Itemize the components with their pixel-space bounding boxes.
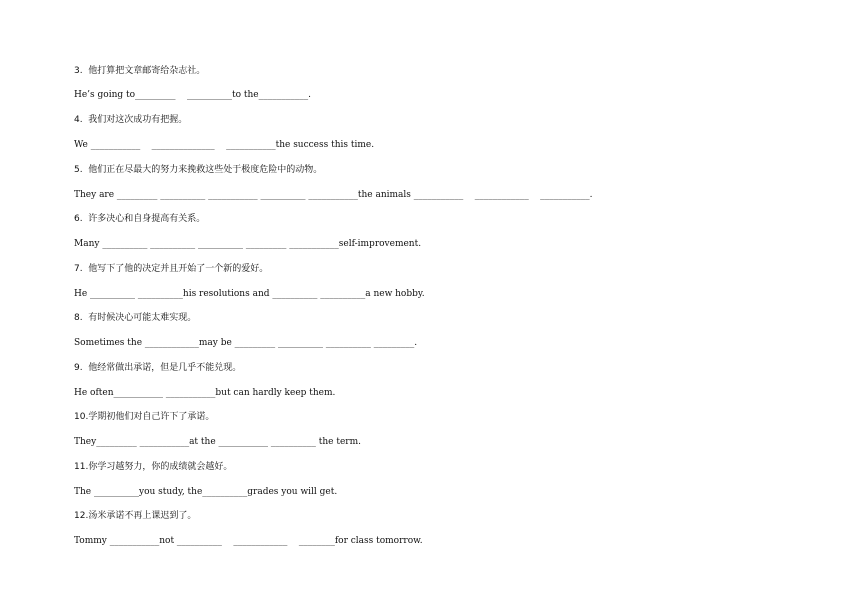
question-3-answer: He’s going to_________ __________to the___________. bbox=[74, 90, 311, 100]
question-8-answer: Sometimes the ____________may be _________ __________ __________ _________. bbox=[74, 338, 418, 348]
question-11-prompt: 11.你学习越努力，你的成绩就会越好。 bbox=[74, 462, 233, 472]
question-7-prompt: 7. 他写下了他的决定并且开始了一个新的爱好。 bbox=[74, 264, 269, 274]
question-4-answer: We ___________ ______________ ___________the success this time. bbox=[74, 140, 375, 150]
question-6-prompt: 6. 许多决心和自身提高有关系。 bbox=[74, 214, 206, 224]
question-9-answer: He often___________ ___________but can hardly keep them. bbox=[74, 388, 336, 398]
question-10-prompt: 10.学期初他们对自己许下了承诺。 bbox=[74, 412, 215, 422]
question-8-prompt: 8. 有时候决心可能太难实现。 bbox=[74, 313, 197, 323]
question-5-answer: They are _________ __________ ___________ __________ ___________the animals ___________ ____________ ___________. bbox=[74, 190, 593, 200]
question-9-prompt: 9. 他经常做出承诺，但是几乎不能兑现。 bbox=[74, 363, 242, 373]
question-11-answer: The __________you study, the__________grades you will get. bbox=[74, 487, 338, 497]
question-6-answer: Many __________ __________ __________ _________ ___________self-improvement. bbox=[74, 239, 422, 249]
question-7-answer: He __________ __________his resolutions and __________ __________a new hobby. bbox=[74, 289, 425, 299]
question-5-prompt: 5. 他们正在尽最大的努力来挽救这些处于极度危险中的动物。 bbox=[74, 165, 323, 175]
question-3-prompt: 3. 他打算把文章邮寄给杂志社。 bbox=[74, 66, 206, 76]
question-4-prompt: 4. 我们对这次成功有把握。 bbox=[74, 115, 188, 125]
question-12-prompt: 12.汤米承诺不再上课迟到了。 bbox=[74, 511, 197, 521]
question-12-answer: Tommy ___________not __________ ____________ ________for class tomorrow. bbox=[74, 536, 423, 546]
question-10-answer: They_________ ___________at the ___________ __________ the term. bbox=[74, 437, 361, 447]
